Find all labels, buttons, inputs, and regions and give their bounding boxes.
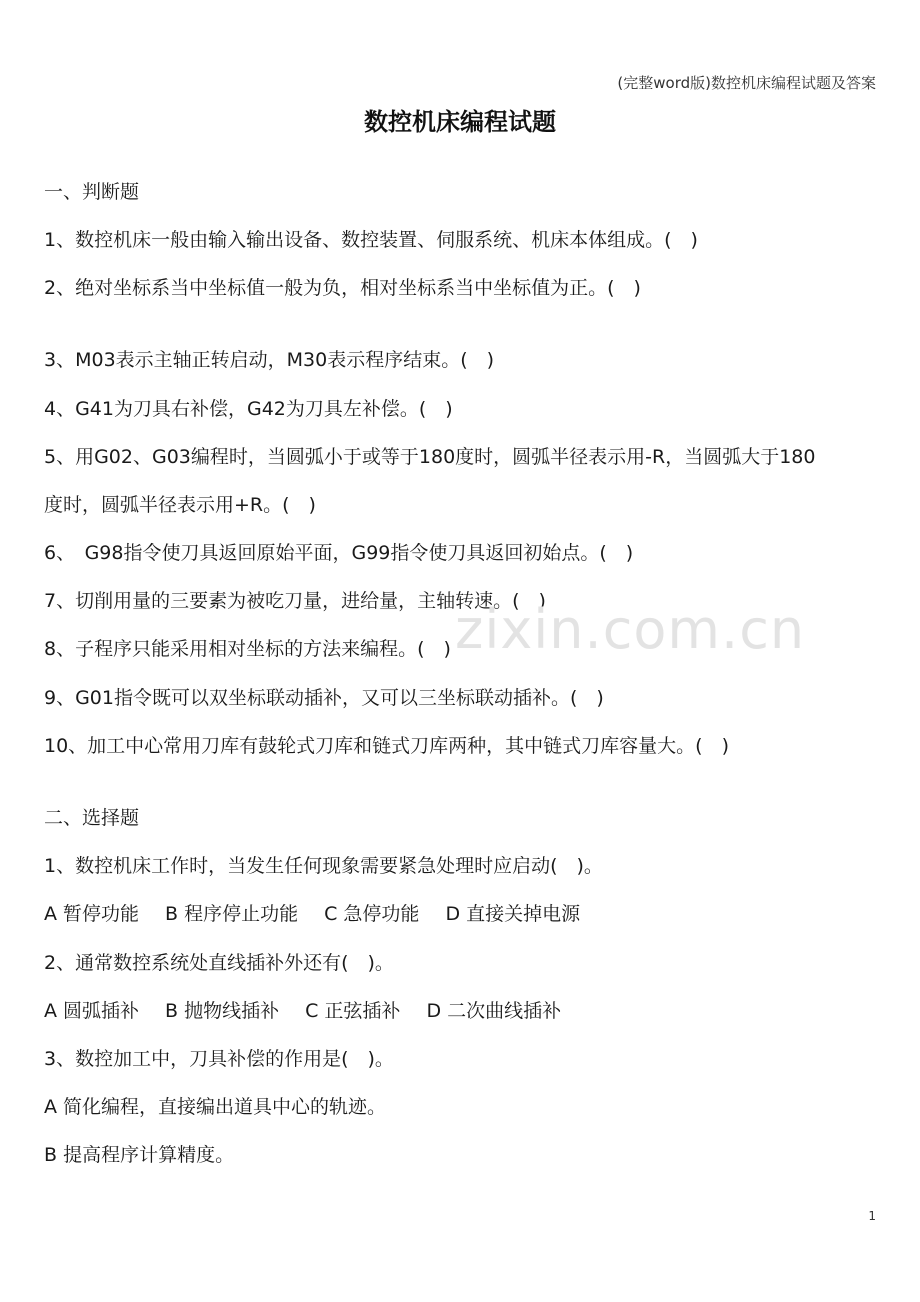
- choice-question-1: 1、数控机床工作时，当发生任何现象需要紧急处理时应启动( )。: [44, 855, 603, 877]
- question-9: 9、G01指令既可以双坐标联动插补，又可以三坐标联动插补。( ): [44, 687, 604, 709]
- page-title: 数控机床编程试题: [364, 108, 556, 136]
- choice-question-3-option-b: B 提高程序计算精度。: [44, 1144, 235, 1166]
- question-5-line-2: 度时，圆弧半径表示用+R。( ): [44, 494, 316, 516]
- choice-question-3: 3、数控加工中，刀具补偿的作用是( )。: [44, 1048, 394, 1070]
- page-number: 1: [868, 1209, 876, 1223]
- question-10: 10、加工中心常用刀库有鼓轮式刀库和链式刀库两种，其中链式刀库容量大。( ): [44, 735, 730, 757]
- option-b: B 程序停止功能: [165, 903, 299, 925]
- question-3: 3、M03表示主轴正转启动，M30表示程序结束。( ): [44, 349, 495, 371]
- question-7: 7、切削用量的三要素为被吃刀量，进给量，主轴转速。( ): [44, 590, 546, 612]
- header-note: (完整word版)数控机床编程试题及答案: [617, 74, 876, 92]
- question-4: 4、G41为刀具右补偿，G42为刀具左补偿。( ): [44, 398, 453, 420]
- section-heading-true-false: 一、判断题: [44, 181, 140, 203]
- option-d: D 二次曲线插补: [426, 1000, 562, 1022]
- question-5-line-1: 5、用G02、G03编程时，当圆弧小于或等于180度时，圆弧半径表示用-R，当圆弧大于180: [44, 446, 816, 468]
- choice-question-2-options: [44, 997, 876, 1025]
- option-c: C 正弦插补: [305, 1000, 401, 1022]
- question-6: 6、 G98指令使刀具返回原始平面，G99指令使刀具返回初始点。( ): [44, 542, 634, 564]
- option-a: A 暂停功能: [44, 903, 140, 925]
- question-1: 1、数控机床一般由输入输出设备、数控装置、伺服系统、机床本体组成。( ): [44, 229, 698, 251]
- option-c: C 急停功能: [324, 903, 420, 925]
- option-d: D 直接关掉电源: [445, 903, 581, 925]
- option-b: B 抛物线插补: [165, 1000, 280, 1022]
- choice-question-2: 2、通常数控系统处直线插补外还有( )。: [44, 952, 394, 974]
- choice-question-3-option-a: A 简化编程，直接编出道具中心的轨迹。: [44, 1096, 387, 1118]
- option-a: A 圆弧插补: [44, 1000, 140, 1022]
- section-heading-multiple-choice: 二、选择题: [44, 807, 140, 829]
- choice-question-1-options: [44, 900, 876, 928]
- watermark: zixin.com.cn: [455, 598, 806, 661]
- question-2: 2、绝对坐标系当中坐标值一般为负，相对坐标系当中坐标值为正。( ): [44, 277, 641, 299]
- question-8: 8、子程序只能采用相对坐标的方法来编程。( ): [44, 638, 451, 660]
